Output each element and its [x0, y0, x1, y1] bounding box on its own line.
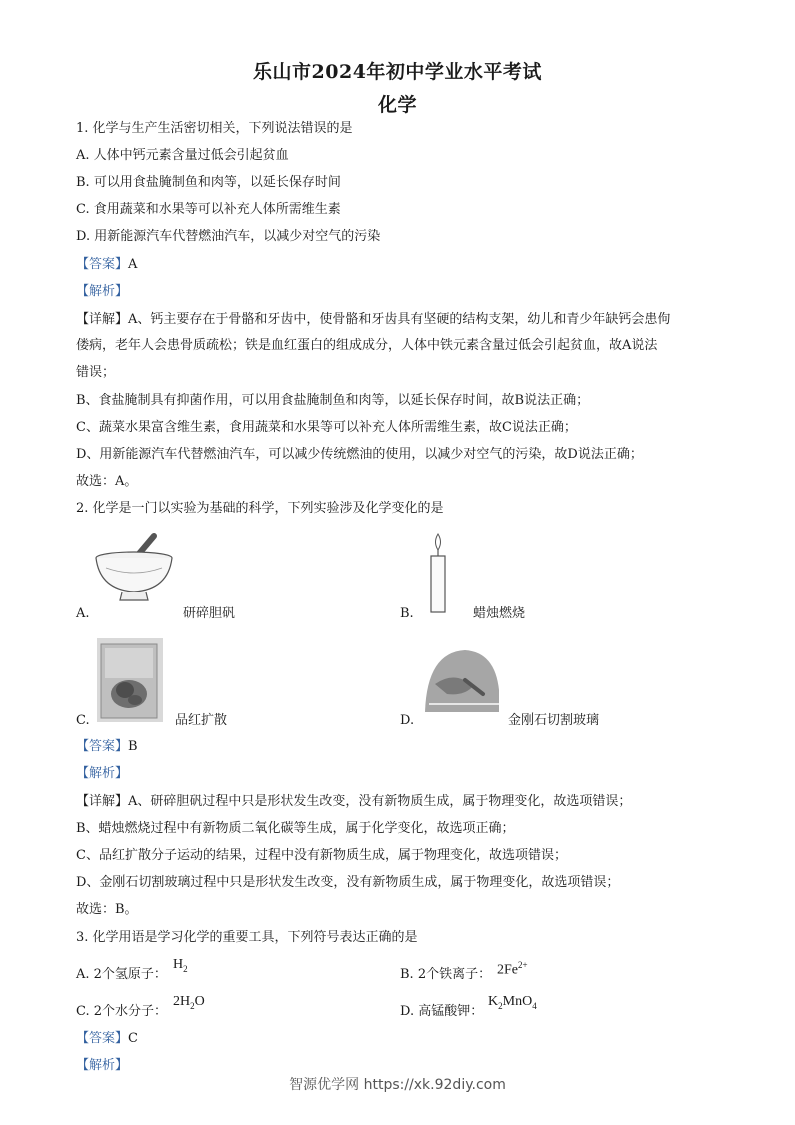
page-subtitle: 化学	[377, 94, 417, 116]
q1-detail-line-3: 错误；	[76, 365, 116, 380]
q2-option-c-caption: 品红扩散	[175, 713, 228, 728]
answer-tag: 【答案】	[76, 739, 129, 754]
q1-detail-line-1	[76, 311, 670, 329]
q1-analysis-tag: 【解析】	[76, 284, 129, 299]
detail-text: A、钙主要存在于骨骼和牙齿中，使骨骼和牙齿具有坚硬的结构支架，幼儿和青少年缺钙会患佝	[128, 312, 671, 327]
answer-value: B	[128, 739, 138, 754]
detail-tag: 【详解】	[76, 794, 129, 809]
answer-tag: 【答案】	[76, 1031, 129, 1046]
q1-answer	[76, 256, 137, 274]
footer-watermark: 智源优学网 https://xk.92diy.com	[289, 1077, 506, 1093]
q2-option-c-letter: C.	[76, 713, 90, 728]
mortar-pestle-image	[94, 532, 176, 604]
q2-option-d-caption: 金刚石切割玻璃	[508, 713, 600, 728]
q3-stem: 3. 化学用语是学习化学的重要工具，下列符号表达正确的是	[76, 930, 418, 945]
q2-detail-b: B、蜡烛燃烧过程中有新物质二氧化碳等生成，属于化学变化，故选项正确；	[76, 821, 515, 836]
q1-detail-d: D、用新能源汽车代替燃油汽车，可以减少传统燃油的使用，以减少对空气的污染，故D说法正确；	[76, 447, 643, 462]
q1-option-b: B. 可以用食盐腌制鱼和肉等，以延长保存时间	[76, 175, 341, 190]
q2-option-b-letter: B.	[400, 606, 414, 621]
q3-option-c-formula: $2H_2O$	[173, 994, 205, 1011]
q1-option-c: C. 食用蔬菜和水果等可以补充人体所需维生素	[76, 202, 341, 217]
q3-answer	[76, 1030, 138, 1048]
detail-tag: 【详解】	[76, 312, 129, 327]
q3-option-b-formula: $2Fe^{2+}$	[497, 960, 528, 978]
candle-image	[426, 532, 450, 616]
q1-detail-line-2: 偻病，老年人会患骨质疏松；铁是血红蛋白的组成成分，人体中铁元素含量过低会引起贫血，故A说法	[76, 338, 658, 353]
q3-option-b-label: B. 2个铁离子：	[400, 967, 492, 982]
q3-option-d-formula: $K_2MnO_4$	[488, 994, 537, 1011]
page-title: 乐山市2024年初中学业水平考试	[253, 61, 542, 83]
q2-detail-c: C、品红扩散分子运动的结果，过程中没有新物质生成，属于物理变化，故选项错误；	[76, 848, 567, 863]
q2-option-a-letter: A.	[76, 606, 90, 621]
q2-stem: 2. 化学是一门以实验为基础的科学，下列实验涉及化学变化的是	[76, 501, 444, 516]
q3-option-d-label: D. 高锰酸钾：	[400, 1004, 484, 1019]
q3-option-a-label: A. 2个氢原子：	[76, 967, 167, 982]
q2-analysis-tag: 【解析】	[76, 766, 129, 781]
q1-option-a: A. 人体中钙元素含量过低会引起贫血	[76, 148, 289, 163]
q2-option-d-letter: D.	[400, 713, 415, 728]
q3-option-c-label: C. 2个水分子：	[76, 1004, 168, 1019]
q1-detail-b: B、食盐腌制具有抑菌作用，可以用食盐腌制鱼和肉等，以延长保存时间，故B说法正确；	[76, 393, 590, 408]
q1-stem: 1. 化学与生产生活密切相关，下列说法错误的是	[76, 121, 353, 136]
q2-detail-d: D、金刚石切割玻璃过程中只是形状发生改变，没有新物质生成，属于物理变化，故选项错误；	[76, 875, 620, 890]
q2-option-b-caption: 蜡烛燃烧	[473, 606, 526, 621]
answer-tag: 【答案】	[76, 257, 129, 272]
q3-option-a-formula: $H_2$	[173, 957, 188, 974]
q2-detail-a	[76, 793, 631, 811]
answer-value: A	[128, 257, 138, 272]
q3-analysis-tag: 【解析】	[76, 1058, 129, 1073]
detail-text: A、研碎胆矾过程中只是形状发生改变，没有新物质生成，属于物理变化，故选项错误；	[128, 794, 632, 809]
q2-conclusion: 故选：B。	[76, 902, 138, 917]
q1-option-d: D. 用新能源汽车代替燃油汽车，以减少对空气的污染	[76, 229, 381, 244]
q2-answer	[76, 738, 138, 756]
answer-value: C	[128, 1031, 138, 1046]
dye-diffusion-image	[97, 638, 163, 722]
q1-detail-c: C、蔬菜水果富含维生素，食用蔬菜和水果等可以补充人体所需维生素，故C说法正确；	[76, 420, 577, 435]
diamond-cutting-glass-image	[425, 650, 499, 712]
q1-conclusion: 故选：A。	[76, 474, 138, 489]
q2-option-a-caption: 研碎胆矾	[183, 606, 236, 621]
